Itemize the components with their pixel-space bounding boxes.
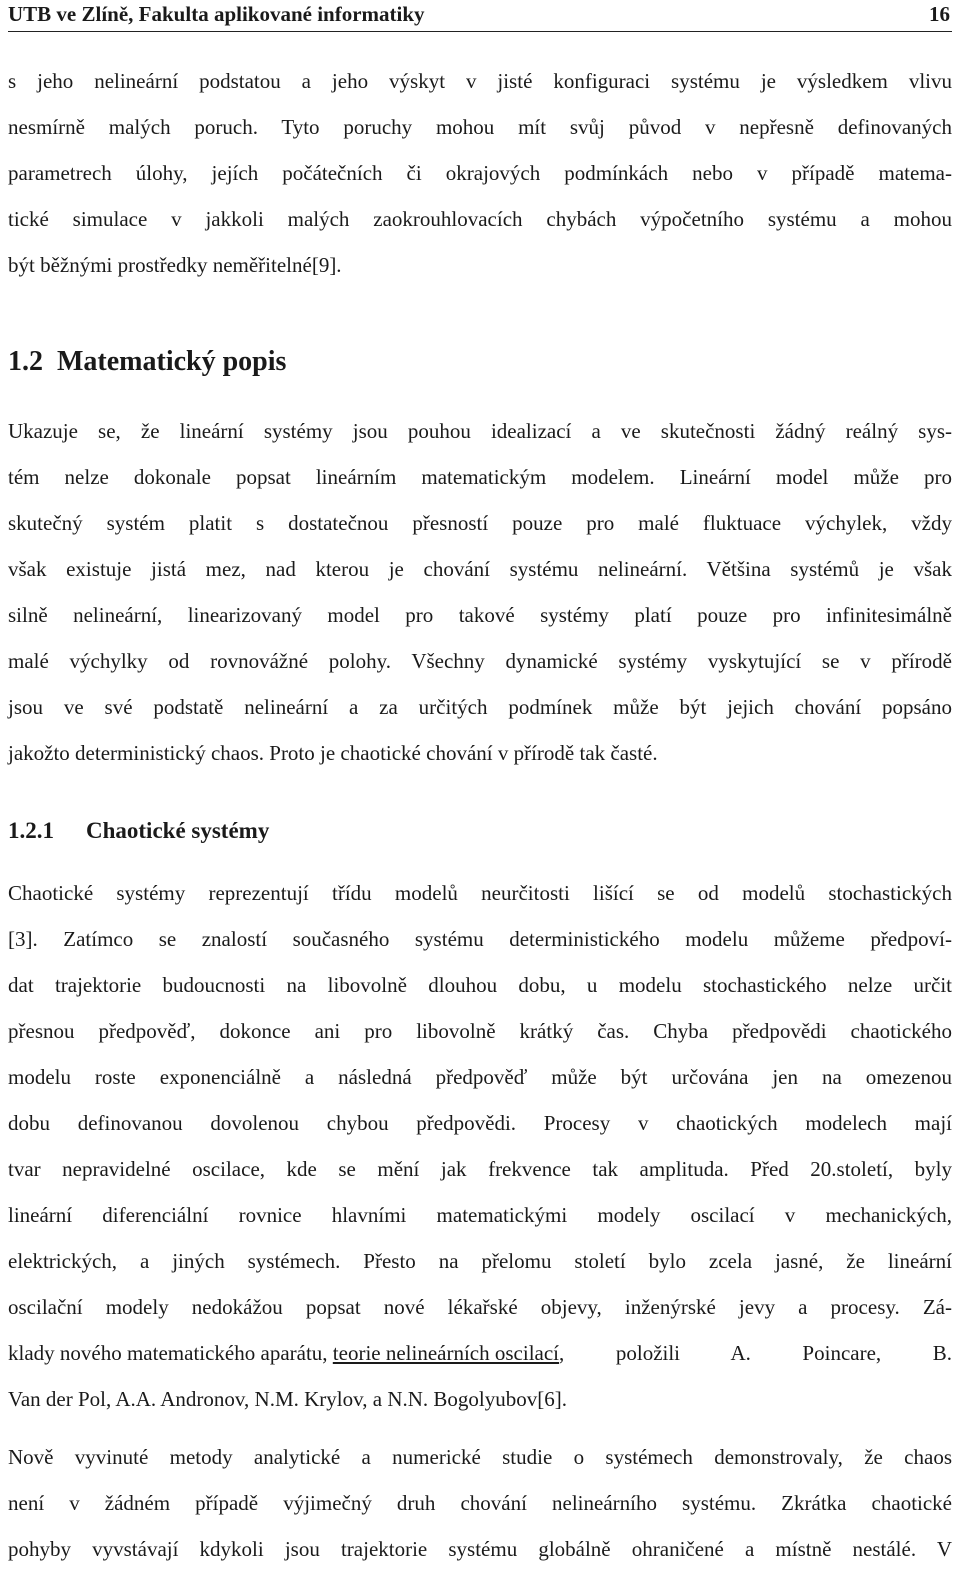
text-line: Ukazuje se, že lineární systémy jsou pouhou idealizací a ve skutečnosti žádný reálný sys- xyxy=(8,419,952,443)
theory-link-text: teorie nelineárních oscilací xyxy=(332,1341,560,1365)
text-line: tvar nepravidelné oscilace, kde se mění jak frekvence tak amplituda. Před 20.století, byly xyxy=(8,1157,952,1181)
text-line: dat trajektorie budoucnosti na libovolně dlouhou dobu, u modelu stochastického nelze určit xyxy=(8,973,952,997)
text-line: nesmírně malých poruch. Tyto poruchy mohou mít svůj původ v nepřesně definovaných xyxy=(8,115,952,139)
text-line: není v žádném případě výjimečný druh chování nelineárního systému. Zkrátka chaotické xyxy=(8,1491,952,1515)
text-line: však existuje jistá mez, nad kterou je chování systému nelineární. Většina systémů je však xyxy=(8,557,952,581)
text-line: lineární diferenciální rovnice hlavními matematickými modely oscilací v mechanických, xyxy=(8,1203,952,1227)
intro-paragraph xyxy=(8,58,952,288)
section-number: 1.2 xyxy=(8,346,43,377)
section-paragraph xyxy=(8,408,952,776)
subsection-paragraph-1 xyxy=(8,870,952,1422)
text-line: oscilační modely nedokážou popsat nové lékařské objevy, inženýrské jevy a procesy. Zá- xyxy=(8,1295,952,1319)
page-number: 16 xyxy=(929,2,950,26)
section-title: Matematický popis xyxy=(57,346,287,377)
text-line: modelu roste exponenciálně a následná předpověď může být určována jen na omezenou xyxy=(8,1065,952,1089)
text-line: malé výchylky od rovnovážné polohy. Všechny dynamické systémy vyskytující se v přírodě xyxy=(8,649,952,673)
text-line: tické simulace v jakkoli malých zaokrouhlovacích chybách výpočetního systému a mohou xyxy=(8,207,952,231)
text-line: Chaotické systémy reprezentují třídu modelů neurčitosti lišící se od modelů stochastických xyxy=(8,881,952,905)
text-line: Nově vyvinuté metody analytické a numerické studie o systémech demonstrovaly, že chaos xyxy=(8,1445,952,1469)
text-line: skutečný systém platit s dostatečnou přesností pouze pro malé fluktuace výchylek, vždy xyxy=(8,511,952,535)
subsection-paragraph-2 xyxy=(8,1434,952,1572)
subsection-heading xyxy=(8,818,269,844)
text-line: s jeho nelineární podstatou a jeho výskyt v jisté konfiguraci systému je výsledkem vlivu xyxy=(8,69,952,93)
text-segment: , položili A. Poincare, B. xyxy=(559,1341,952,1365)
text-line: jsou ve své podstatě nelineární a za určitých podmínek může být jejich chování popsáno xyxy=(8,695,952,719)
subsection-number: 1.2.1 xyxy=(8,818,54,843)
text-line: přesnou předpověď, dokonce ani pro libovolně krátký čas. Chyba předpovědi chaotického xyxy=(8,1019,952,1043)
text-line: Van der Pol, A.A. Andronov, N.M. Krylov, a N.N. Bogolyubov[6]. xyxy=(8,1387,567,1411)
text-line: [3]. Zatímco se znalostí současného systému deterministického modelu můžeme předpoví- xyxy=(8,927,952,951)
text-line: jakožto deterministický chaos. Proto je chaotické chování v přírodě tak časté. xyxy=(8,741,658,765)
text-line: elektrických, a jiných systémech. Přesto na přelomu století bylo zcela jasné, že lineární xyxy=(8,1249,952,1273)
header-title: UTB ve Zlíně, Fakulta aplikované informatiky xyxy=(8,2,425,26)
text-line: parametrech úlohy, jejích počátečních či okrajových podmínkách nebo v případě matema- xyxy=(8,161,952,185)
text-line: být běžnými prostředky neměřitelné[9]. xyxy=(8,253,342,277)
text-line: silně nelineární, linearizovaný model pro takové systémy platí pouze pro infinitesimálně xyxy=(8,603,952,627)
page-header xyxy=(8,0,952,32)
section-heading xyxy=(8,346,286,378)
text-line: tém nelze dokonale popsat lineárním matematickým modelem. Lineární model může pro xyxy=(8,465,952,489)
subsection-title: Chaotické systémy xyxy=(86,818,270,843)
text-segment: klady nového matematického aparátu, xyxy=(8,1341,333,1365)
text-line: dobu definovanou dovolenou chybou předpovědi. Procesy v chaotických modelech mají xyxy=(8,1111,952,1135)
text-line: pohyby vyvstávají kdykoli jsou trajektorie systému globálně ohraničené a místně nestálé. V xyxy=(8,1537,952,1561)
text-line xyxy=(8,1330,952,1376)
